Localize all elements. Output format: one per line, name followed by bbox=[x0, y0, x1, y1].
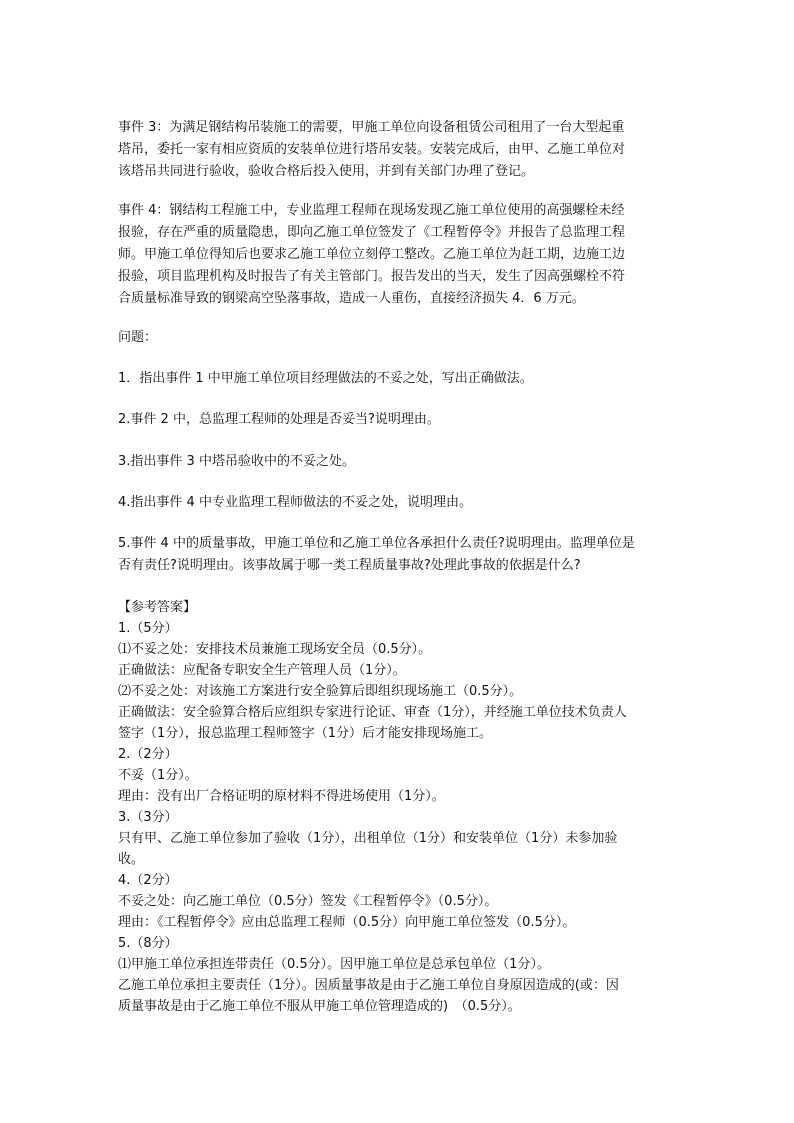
text-line: 签字（1分），报总监理工程师签字（1分）后才能安排现场施工。 bbox=[118, 726, 493, 741]
text-line: 理由：没有出厂合格证明的原材料不得进场使用（1分）。 bbox=[118, 789, 445, 804]
text-line: 只有甲、乙施工单位参加了验收（1分），出租单位（1分）和安装单位（1分）未参加验 bbox=[118, 831, 618, 846]
text-line: 正确做法：应配备专职安全生产管理人员（1分）。 bbox=[118, 663, 406, 678]
text-line: 2.（2分） bbox=[118, 747, 178, 762]
text-line: 1．指出事件 1 中甲施工单位项目经理做法的不妥之处，写出正确做法。 bbox=[118, 371, 533, 386]
text-line: 理由：《工程暂停令》应由总监理工程师（0.5分）向甲施工单位签发（0.5分）。 bbox=[118, 915, 576, 930]
answers-header: 【参考答案】 bbox=[118, 600, 197, 615]
text-line: 5.事件 4 中的质量事故，甲施工单位和乙施工单位各承担什么责任?说明理由。监理单位是 bbox=[118, 536, 635, 551]
text-line: 质量事故是由于乙施工单位不服从甲施工单位管理造成的) （0.5分）。 bbox=[118, 999, 521, 1014]
text-line: 不妥之处：向乙施工单位（0.5分）签发《工程暂停令》（0.5分）。 bbox=[118, 894, 498, 909]
text-line: 3.指出事件 3 中塔吊验收中的不妥之处。 bbox=[118, 454, 355, 469]
text-line: ⑴不妥之处：安排技术员兼施工现场安全员（0.5分）。 bbox=[118, 642, 432, 657]
text-line: 不妥（1分）。 bbox=[118, 768, 198, 783]
text-line: 2.事件 2 中，总监理工程师的处理是否妥当?说明理由。 bbox=[118, 412, 440, 427]
text-line: 正确做法：安全验算合格后应组织专家进行论证、审查（1分），并经施工单位技术负责人 bbox=[118, 705, 627, 720]
text-line: 收。 bbox=[118, 852, 145, 867]
text-line: ⑵不妥之处：对该施工方案进行安全验算后即组织现场施工（0.5分）。 bbox=[118, 684, 523, 699]
text-line: 乙施工单位承担主要责任（1分）。因质量事故是由于乙施工单位自身原因造成的(或：因 bbox=[118, 978, 619, 993]
text-line: 塔吊，委托一家有相应资质的安装单位进行塔吊安装。安装完成后，由甲、乙施工单位对 bbox=[118, 142, 626, 157]
text-line: 师。甲施工单位得知后也要求乙施工单位立刻停工整改。乙施工单位为赶工期，边施工边 bbox=[118, 247, 626, 262]
reference-answers bbox=[118, 597, 678, 1017]
text-line: ⑴甲施工单位承担连带责任（0.5分）。因甲施工单位是总承包单位（1分）。 bbox=[118, 957, 550, 972]
text-line: 事件 4：钢结构工程施工中，专业监理工程师在现场发现乙施工单位使用的高强螺栓未经 bbox=[118, 203, 625, 218]
text-line: 4.指出事件 4 中专业监理工程师做法的不妥之处，说明理由。 bbox=[118, 495, 472, 510]
text-line: 5.（8分） bbox=[118, 936, 178, 951]
question-4 bbox=[118, 492, 678, 514]
question-2 bbox=[118, 409, 678, 431]
event-3-paragraph bbox=[118, 117, 678, 183]
text-line: 4.（2分） bbox=[118, 873, 178, 888]
text-line: 报验，存在严重的质量隐患，即向乙施工单位签发了《工程暂停令》并报告了总监理工程 bbox=[118, 225, 626, 240]
text-line: 报验，项目监理机构及时报告了有关主管部门。报告发出的当天，发生了因高强螺栓不符 bbox=[118, 269, 626, 284]
question-3 bbox=[118, 451, 678, 473]
questions-label bbox=[118, 327, 678, 349]
text-line: 该塔吊共同进行验收，验收合格后投入使用，并到有关部门办理了登记。 bbox=[118, 164, 535, 179]
text-line: 1.（5分） bbox=[118, 621, 178, 636]
text-line: 合质量标准导致的钢梁高空坠落事故，造成一人重伤，直接经济损失 4．6 万元。 bbox=[118, 291, 585, 306]
event-4-paragraph bbox=[118, 200, 678, 310]
question-1 bbox=[118, 368, 678, 390]
text-line: 3.（3分） bbox=[118, 810, 178, 825]
questions-label-text: 问题： bbox=[118, 330, 158, 345]
text-line: 否有责任?说明理由。该事故属于哪一类工程质量事故?处理此事故的依据是什么? bbox=[118, 558, 581, 573]
text-line: 事件 3：为满足钢结构吊装施工的需要，甲施工单位向设备租赁公司租用了一台大型起重 bbox=[118, 120, 625, 135]
question-5 bbox=[118, 533, 678, 577]
